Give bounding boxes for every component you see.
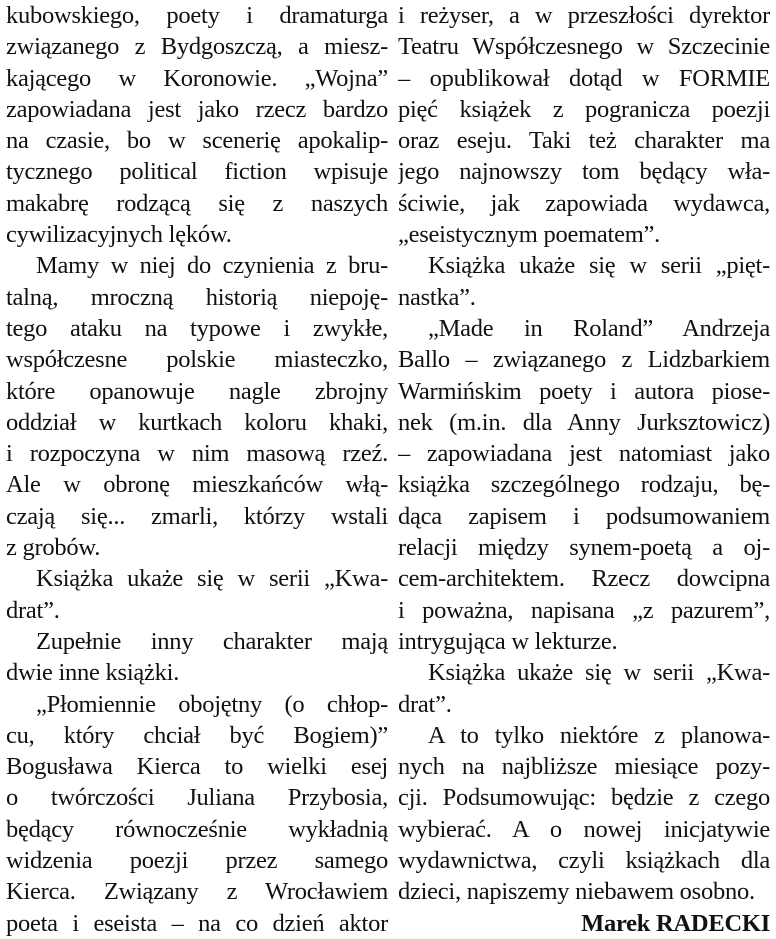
text-line: cem-architektem. Rzecz dowcipna [398,565,770,593]
text-line: Bogusława Kierca to wielki esej [6,753,388,781]
text-line: Teatru Współczesnego w Szczecinie [398,33,770,61]
text-line: Książka ukaże się w serii „Kwa- [36,565,388,593]
text-line: jego najnowszy tom będący wła- [398,158,770,186]
text-line: o twórczości Juliana Przybosia, [6,784,388,812]
text-line: kubowskiego, poety i dramaturga [6,2,388,29]
text-line: i poważna, napisana „z pazurem”, [398,596,770,624]
text-line: – zapowiadana jest natomiast jako [398,440,770,468]
article-column-right [398,0,770,939]
text-line: drat”. [6,596,60,624]
text-line: i rozpoczyna w nim masową rzeź. [6,440,388,468]
text-line: wydawnictwa, czyli książkach dla [398,847,770,875]
text-line: dąca zapisem i podsumowaniem [398,502,770,530]
text-line: Warmińskim poety i autora piose- [398,377,770,405]
text-line: dwie inne książki. [6,659,180,687]
text-line: intrygująca w lekturze. [398,627,618,655]
text-line: nych na najbliższe miesiące pozy- [398,753,770,781]
text-line: talną, mroczną historią niepoję- [6,283,388,311]
text-line: będący równocześnie wykładnią [6,815,388,843]
text-line: relacji między synem-poetą a oj- [398,534,770,562]
text-line: dzieci, napiszemy niebawem osobno. [398,878,755,906]
text-line: nastka”. [398,283,476,311]
text-line: Zupełnie inny charakter mają [36,627,388,655]
text-line: nek (m.in. dla Anny Jurksztowicz) [398,408,770,436]
text-line: tycznego political fiction wpisuje [6,158,388,186]
text-line: „Made in Roland” Andrzeja [428,314,770,342]
text-line: oddział w kurtkach koloru khaki, [6,408,388,436]
text-line: kającego w Koronowie. „Wojna” [6,64,388,92]
author-name: Marek RADECKI [581,909,770,937]
text-line: Ale w obronę mieszkańców włą- [6,471,388,499]
author-signature-line [398,908,770,939]
text-line: związanego z Bydgoszczą, a miesz- [6,33,388,61]
text-line: – opublikował dotąd w FORMIE [398,64,770,92]
text-line: Ballo – związanego z Lidzbarkiem [398,346,770,374]
text-line: wybierać. A o nowej inicjatywie [398,815,770,843]
text-line: zapowiadana jest jako rzecz bardzo [6,95,388,123]
text-line: drat”. [398,690,452,718]
text-line: które opanowuje nagle zbrojny [6,377,388,405]
text-line: „Płomiennie obojętny (o chłop- [36,690,388,718]
text-line: Mamy w niej do czynienia z bru- [36,252,388,280]
text-line: czają się... zmarli, którzy wstali [6,502,388,530]
text-line: A to tylko niektóre z planowa- [428,721,770,749]
text-line: „eseistycznym poematem”. [398,221,661,249]
text-line: oraz eseju. Taki też charakter ma [398,127,770,155]
text-line: poeta i eseista – na co dzień aktor [6,909,388,937]
text-line: makabrę rodzącą się z naszych [6,189,388,217]
text-line: tego ataku na typowe i zwykłe, [6,314,388,342]
text-line: książka szczególnego rodzaju, bę- [398,471,770,499]
text-line: pięć książek z pogranicza poezji [398,95,770,123]
text-line: ściwie, jak zapowiada wydawca, [398,189,770,217]
text-line: Książka ukaże się w serii „Kwa- [428,659,770,687]
text-line: na czasie, bo w scenerię apokalip- [6,127,388,155]
text-line: Książka ukaże się w serii „pięt- [428,252,770,280]
text-line: cywilizacyjnych lęków. [6,221,232,249]
text-line: z grobów. [6,534,101,562]
text-line: współczesne polskie miasteczko, [6,346,388,374]
article-column-left [6,0,388,939]
text-line: cji. Podsumowując: będzie z czego [398,784,770,812]
text-line: Kierca. Związany z Wrocławiem [6,878,388,906]
text-line: widzenia poezji przez samego [6,847,388,875]
text-line: i reżyser, a w przeszłości dyrektor [398,2,770,29]
text-line: cu, który chciał być Bogiem)” [6,721,388,749]
